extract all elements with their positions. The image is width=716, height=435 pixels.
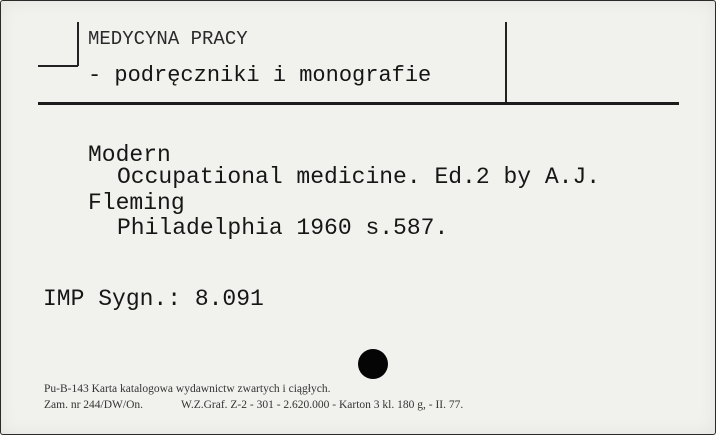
print-publisher-info: W.Z.Graf. Z-2 - 301 - 2.620.000 - Karton 3 kl. 180 g, - II. 77. — [181, 399, 464, 411]
print-line-1: Pu-B-143 Karta katalogowa wydawnictw zwartych i ciągłych. — [44, 383, 331, 395]
print-line-2 — [44, 399, 463, 411]
print-order-number: Zam. nr 244/DW/On. — [44, 399, 144, 411]
punch-hole — [358, 349, 388, 379]
header-left-underline — [38, 65, 78, 67]
subject-subheading: - podręczniki i monografie — [88, 63, 432, 88]
shelf-mark: IMP Sygn.: 8.091 — [43, 286, 264, 312]
header-rule — [38, 102, 679, 105]
header-right-divider — [505, 22, 507, 102]
entry-line-2: Occupational medicine. Ed.2 by A.J. — [117, 164, 601, 190]
entry-line-3: Fleming — [88, 190, 185, 216]
header-left-divider — [77, 22, 79, 66]
entry-line-1: Modern — [88, 142, 171, 168]
entry-line-4: Philadelphia 1960 s.587. — [117, 215, 449, 241]
subject-heading: MEDYCYNA PRACY — [88, 28, 248, 50]
